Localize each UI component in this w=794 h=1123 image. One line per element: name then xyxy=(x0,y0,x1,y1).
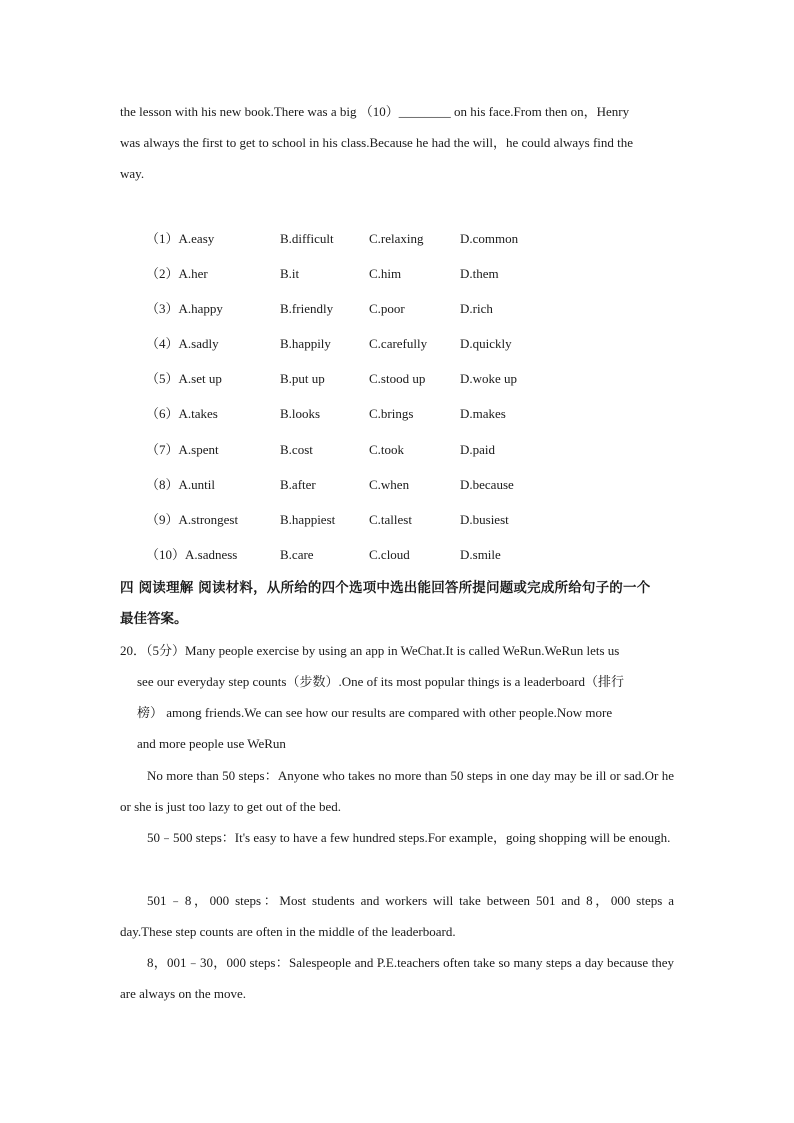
question-line: and more people use WeRun xyxy=(137,736,286,751)
option-d: D.paid xyxy=(460,442,496,457)
option-d: D.rich xyxy=(460,301,493,316)
question-line: see our everyday step counts（步数）.One of its most popular things is a leaderboard（排行 xyxy=(137,674,625,689)
option-a: （3）A.happy xyxy=(146,301,223,316)
option-a: （1）A.easy xyxy=(146,231,215,246)
option-d: D.quickly xyxy=(460,336,512,351)
question-number: （10） xyxy=(146,547,186,562)
option-b: B.friendly xyxy=(280,301,334,316)
option-b: B.happiest xyxy=(280,512,336,527)
option-d: D.woke up xyxy=(460,371,518,386)
question-line: 榜） among friends.We can see how our results are compared with other people.Now more xyxy=(137,705,613,720)
option-c: C.took xyxy=(369,442,405,457)
option-c: C.tallest xyxy=(369,512,412,527)
option-a: （4）A.sadly xyxy=(146,336,219,351)
passage-line: way. xyxy=(120,166,145,181)
option-c: C.brings xyxy=(369,406,414,421)
passage-line: the lesson with his new book.There was a big （10）________ on his face.From then on，Henry xyxy=(120,104,630,119)
option-d: D.common xyxy=(460,231,519,246)
question-number: （8） xyxy=(146,477,179,492)
option-b: B.put up xyxy=(280,371,325,386)
option-c: C.poor xyxy=(369,301,405,316)
section-heading-line: 四 阅读理解 阅读材料，从所给的四个选项中选出能回答所提问题或完成所给句子的一个 xyxy=(120,580,651,596)
option-a: （9）A.strongest xyxy=(146,512,239,527)
option-c: C.stood up xyxy=(369,371,426,386)
section-heading-line: 最佳答案。 xyxy=(120,611,188,627)
paragraph: No more than 50 steps：Anyone who takes no more than 50 steps in one day may be ill or sad.Or he or she is just too lazy to get out of the bed. xyxy=(120,768,674,814)
question-number: （7） xyxy=(146,442,179,457)
option-a: （2）A.her xyxy=(146,266,208,281)
question-number: （4） xyxy=(146,336,179,351)
question-number: （3） xyxy=(146,301,179,316)
option-c: C.relaxing xyxy=(369,231,424,246)
option-d: D.makes xyxy=(460,406,506,421)
question-line: 20．（5分）Many people exercise by using an app in WeChat.It is called WeRun.WeRun lets us xyxy=(120,643,620,658)
option-c: C.when xyxy=(369,477,410,492)
option-b: B.care xyxy=(280,547,314,562)
option-d: D.them xyxy=(460,266,499,281)
option-c: C.cloud xyxy=(369,547,410,562)
option-d: D.because xyxy=(460,477,514,492)
option-b: B.looks xyxy=(280,406,321,421)
option-a: （10）A.sadness xyxy=(146,547,238,562)
passage-line: was always the first to get to school in his class.Because he had the will，he could always find the xyxy=(120,135,634,150)
paragraph: 8，001﹣30，000 steps：Salespeople and P.E.teachers often take so many steps a day because they are always on the move. xyxy=(120,955,674,1001)
option-c: C.carefully xyxy=(369,336,428,351)
question-number: （9） xyxy=(146,512,179,527)
paragraph: 501﹣8，000 steps：Most students and workers will take between 501 and 8，000 steps a day.These step counts are often in the middle of the leaderboard. xyxy=(120,893,674,939)
question-number: （2） xyxy=(146,266,179,281)
question-number: （1） xyxy=(146,231,179,246)
option-d: D.busiest xyxy=(460,512,509,527)
question-number: （5） xyxy=(146,371,179,386)
option-b: B.difficult xyxy=(280,231,334,246)
option-a: （8）A.until xyxy=(146,477,215,492)
option-a: （5）A.set up xyxy=(146,371,222,386)
question-number: （6） xyxy=(146,406,179,421)
option-b: B.cost xyxy=(280,442,313,457)
option-d: D.smile xyxy=(460,547,501,562)
paragraph: 50﹣500 steps：It's easy to have a few hundred steps.For example，going shopping will be enough. xyxy=(147,830,671,845)
option-b: B.happily xyxy=(280,336,331,351)
option-a: （6）A.takes xyxy=(146,406,218,421)
option-b: B.after xyxy=(280,477,316,492)
option-c: C.him xyxy=(369,266,402,281)
option-b: B.it xyxy=(280,266,300,281)
option-a: （7）A.spent xyxy=(146,442,219,457)
